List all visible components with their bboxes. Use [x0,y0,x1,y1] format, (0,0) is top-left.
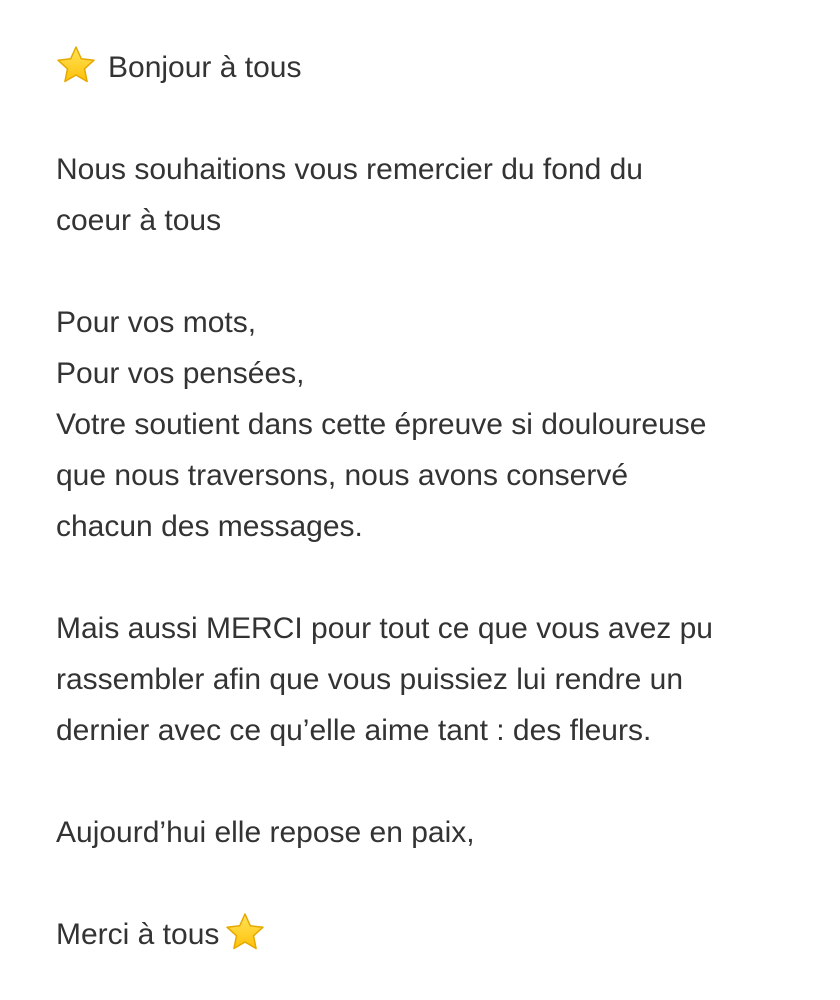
paragraph-line: coeur à tous [56,204,222,237]
spacer [56,552,826,603]
star-icon [56,45,96,85]
paragraph-line: Aujourd’hui elle repose en paix, [56,816,475,849]
paragraph-line: chacun des messages. [56,510,363,543]
paragraph-line: Votre soutient dans cette épreuve si douloureuse [56,408,707,441]
paragraph-line: rassembler afin que vous puissiez lui rendre un [56,663,683,696]
paragraph-line: Nous souhaitions vous remercier du fond du [56,153,643,186]
message-body [56,42,826,960]
spacer [56,93,826,144]
spacer [56,246,826,297]
paragraph-line: Mais aussi MERCI pour tout ce que vous avez pu [56,612,713,645]
greeting-text: Bonjour à tous [108,51,302,84]
star-icon [225,912,265,952]
closing-text: Merci à tous [56,918,220,951]
paragraph-line: Pour vos mots, [56,306,257,339]
paragraph-line: dernier avec ce qu’elle aime tant : des fleurs. [56,714,652,747]
closing-line [56,909,826,960]
paragraph-line: que nous traversons, nous avons conservé [56,459,629,492]
spacer [56,756,826,807]
spacer [56,858,826,909]
paragraph-line: Pour vos pensées, [56,357,305,390]
greeting-line [56,42,826,93]
